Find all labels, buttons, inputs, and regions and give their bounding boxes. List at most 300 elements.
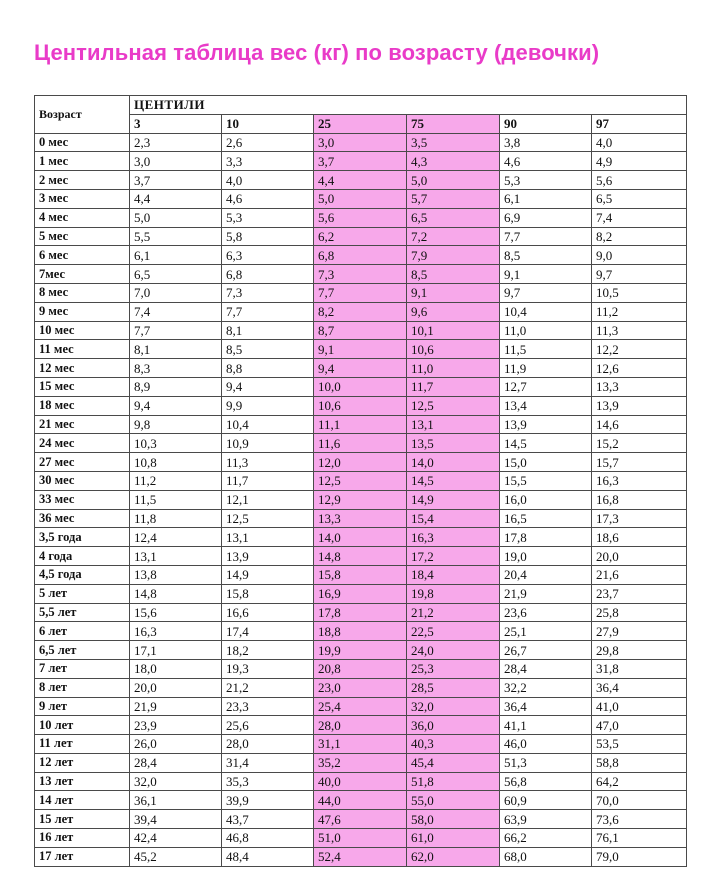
value-cell: 4,0 bbox=[592, 133, 687, 152]
table-row bbox=[35, 528, 687, 547]
value-cell: 55,0 bbox=[407, 791, 500, 810]
value-cell: 8,2 bbox=[314, 302, 407, 321]
age-cell: 33 мес bbox=[35, 490, 130, 509]
value-cell: 7,7 bbox=[314, 283, 407, 302]
value-cell: 4,0 bbox=[222, 171, 314, 190]
value-cell: 19,9 bbox=[314, 641, 407, 660]
value-cell: 28,4 bbox=[500, 659, 592, 678]
value-cell: 20,4 bbox=[500, 565, 592, 584]
value-cell: 14,0 bbox=[407, 453, 500, 472]
value-cell: 3,5 bbox=[407, 133, 500, 152]
value-cell: 42,4 bbox=[130, 829, 222, 848]
value-cell: 28,4 bbox=[130, 753, 222, 772]
table-row bbox=[35, 189, 687, 208]
value-cell: 9,6 bbox=[407, 302, 500, 321]
value-cell: 13,9 bbox=[222, 547, 314, 566]
value-cell: 7,0 bbox=[130, 283, 222, 302]
value-cell: 4,4 bbox=[314, 171, 407, 190]
value-cell: 6,5 bbox=[130, 265, 222, 284]
value-cell: 21,2 bbox=[407, 603, 500, 622]
value-cell: 11,0 bbox=[500, 321, 592, 340]
value-cell: 8,3 bbox=[130, 359, 222, 378]
value-cell: 23,9 bbox=[130, 716, 222, 735]
value-cell: 4,6 bbox=[222, 189, 314, 208]
age-cell: 2 мес bbox=[35, 171, 130, 190]
value-cell: 43,7 bbox=[222, 810, 314, 829]
value-cell: 18,6 bbox=[592, 528, 687, 547]
value-cell: 21,9 bbox=[500, 584, 592, 603]
value-cell: 41,0 bbox=[592, 697, 687, 716]
value-cell: 3,0 bbox=[130, 152, 222, 171]
value-cell: 10,8 bbox=[130, 453, 222, 472]
page-title: Центильная таблица вес (кг) по возрасту (девочки) bbox=[34, 40, 600, 65]
value-cell: 6,2 bbox=[314, 227, 407, 246]
value-cell: 9,4 bbox=[130, 396, 222, 415]
age-cell: 6 мес bbox=[35, 246, 130, 265]
centile-column-header: 75 bbox=[407, 114, 500, 133]
value-cell: 32,0 bbox=[130, 772, 222, 791]
value-cell: 46,0 bbox=[500, 735, 592, 754]
age-cell: 24 мес bbox=[35, 434, 130, 453]
value-cell: 13,1 bbox=[130, 547, 222, 566]
value-cell: 29,8 bbox=[592, 641, 687, 660]
value-cell: 6,1 bbox=[500, 189, 592, 208]
value-cell: 3,3 bbox=[222, 152, 314, 171]
value-cell: 7,2 bbox=[407, 227, 500, 246]
value-cell: 23,3 bbox=[222, 697, 314, 716]
value-cell: 3,0 bbox=[314, 133, 407, 152]
age-cell: 1 мес bbox=[35, 152, 130, 171]
table-row bbox=[35, 208, 687, 227]
value-cell: 11,3 bbox=[222, 453, 314, 472]
table-row bbox=[35, 584, 687, 603]
table-row bbox=[35, 302, 687, 321]
value-cell: 4,3 bbox=[407, 152, 500, 171]
value-cell: 11,6 bbox=[314, 434, 407, 453]
value-cell: 7,3 bbox=[222, 283, 314, 302]
value-cell: 64,2 bbox=[592, 772, 687, 791]
value-cell: 40,3 bbox=[407, 735, 500, 754]
value-cell: 11,5 bbox=[130, 490, 222, 509]
value-cell: 12,5 bbox=[407, 396, 500, 415]
value-cell: 4,9 bbox=[592, 152, 687, 171]
value-cell: 52,4 bbox=[314, 847, 407, 866]
value-cell: 9,1 bbox=[407, 283, 500, 302]
age-cell: 4,5 года bbox=[35, 565, 130, 584]
value-cell: 27,9 bbox=[592, 622, 687, 641]
table-row bbox=[35, 565, 687, 584]
value-cell: 39,9 bbox=[222, 791, 314, 810]
value-cell: 15,8 bbox=[222, 584, 314, 603]
value-cell: 14,9 bbox=[407, 490, 500, 509]
age-cell: 5,5 лет bbox=[35, 603, 130, 622]
value-cell: 19,8 bbox=[407, 584, 500, 603]
value-cell: 32,2 bbox=[500, 678, 592, 697]
table-row bbox=[35, 453, 687, 472]
table-row bbox=[35, 396, 687, 415]
value-cell: 11,2 bbox=[130, 471, 222, 490]
age-cell: 11 лет bbox=[35, 735, 130, 754]
table-row bbox=[35, 490, 687, 509]
value-cell: 16,8 bbox=[592, 490, 687, 509]
value-cell: 11,3 bbox=[592, 321, 687, 340]
table-row bbox=[35, 265, 687, 284]
table-row bbox=[35, 321, 687, 340]
value-cell: 15,7 bbox=[592, 453, 687, 472]
age-cell: 8 лет bbox=[35, 678, 130, 697]
value-cell: 6,5 bbox=[592, 189, 687, 208]
value-cell: 28,0 bbox=[314, 716, 407, 735]
value-cell: 12,4 bbox=[130, 528, 222, 547]
value-cell: 9,1 bbox=[500, 265, 592, 284]
age-cell: 5 лет bbox=[35, 584, 130, 603]
value-cell: 13,3 bbox=[592, 377, 687, 396]
value-cell: 35,3 bbox=[222, 772, 314, 791]
value-cell: 17,2 bbox=[407, 547, 500, 566]
value-cell: 11,7 bbox=[222, 471, 314, 490]
table-row bbox=[35, 735, 687, 754]
age-cell: 18 мес bbox=[35, 396, 130, 415]
value-cell: 21,2 bbox=[222, 678, 314, 697]
age-cell: 17 лет bbox=[35, 847, 130, 866]
value-cell: 10,4 bbox=[222, 415, 314, 434]
value-cell: 68,0 bbox=[500, 847, 592, 866]
age-cell: 12 лет bbox=[35, 753, 130, 772]
value-cell: 41,1 bbox=[500, 716, 592, 735]
table-row bbox=[35, 716, 687, 735]
value-cell: 70,0 bbox=[592, 791, 687, 810]
value-cell: 79,0 bbox=[592, 847, 687, 866]
table-row bbox=[35, 359, 687, 378]
value-cell: 6,9 bbox=[500, 208, 592, 227]
value-cell: 21,6 bbox=[592, 565, 687, 584]
age-cell: 5 мес bbox=[35, 227, 130, 246]
value-cell: 18,0 bbox=[130, 659, 222, 678]
age-cell: 12 мес bbox=[35, 359, 130, 378]
table-row bbox=[35, 791, 687, 810]
value-cell: 9,4 bbox=[222, 377, 314, 396]
header-row-top bbox=[35, 96, 687, 115]
value-cell: 17,1 bbox=[130, 641, 222, 660]
value-cell: 13,9 bbox=[592, 396, 687, 415]
value-cell: 16,0 bbox=[500, 490, 592, 509]
value-cell: 18,4 bbox=[407, 565, 500, 584]
value-cell: 7,7 bbox=[222, 302, 314, 321]
table-row bbox=[35, 829, 687, 848]
value-cell: 10,1 bbox=[407, 321, 500, 340]
table-row bbox=[35, 622, 687, 641]
value-cell: 4,6 bbox=[500, 152, 592, 171]
value-cell: 11,0 bbox=[407, 359, 500, 378]
value-cell: 36,4 bbox=[592, 678, 687, 697]
value-cell: 11,2 bbox=[592, 302, 687, 321]
value-cell: 11,1 bbox=[314, 415, 407, 434]
value-cell: 25,4 bbox=[314, 697, 407, 716]
centile-column-header: 90 bbox=[500, 114, 592, 133]
value-cell: 35,2 bbox=[314, 753, 407, 772]
value-cell: 25,8 bbox=[592, 603, 687, 622]
value-cell: 7,3 bbox=[314, 265, 407, 284]
centiles-group-header: ЦЕНТИЛИ bbox=[130, 96, 687, 115]
value-cell: 10,4 bbox=[500, 302, 592, 321]
value-cell: 45,2 bbox=[130, 847, 222, 866]
value-cell: 11,7 bbox=[407, 377, 500, 396]
value-cell: 28,5 bbox=[407, 678, 500, 697]
value-cell: 7,9 bbox=[407, 246, 500, 265]
value-cell: 12,5 bbox=[314, 471, 407, 490]
value-cell: 8,7 bbox=[314, 321, 407, 340]
value-cell: 56,8 bbox=[500, 772, 592, 791]
age-cell: 10 мес bbox=[35, 321, 130, 340]
value-cell: 3,8 bbox=[500, 133, 592, 152]
table-row bbox=[35, 603, 687, 622]
value-cell: 63,9 bbox=[500, 810, 592, 829]
value-cell: 40,0 bbox=[314, 772, 407, 791]
table-body bbox=[35, 133, 687, 866]
value-cell: 15,0 bbox=[500, 453, 592, 472]
value-cell: 9,8 bbox=[130, 415, 222, 434]
value-cell: 3,7 bbox=[130, 171, 222, 190]
table-row bbox=[35, 659, 687, 678]
value-cell: 10,3 bbox=[130, 434, 222, 453]
value-cell: 8,5 bbox=[500, 246, 592, 265]
value-cell: 17,8 bbox=[314, 603, 407, 622]
centile-column-header: 25 bbox=[314, 114, 407, 133]
value-cell: 9,0 bbox=[592, 246, 687, 265]
value-cell: 15,5 bbox=[500, 471, 592, 490]
value-cell: 6,8 bbox=[222, 265, 314, 284]
value-cell: 23,7 bbox=[592, 584, 687, 603]
table-row bbox=[35, 471, 687, 490]
value-cell: 5,3 bbox=[500, 171, 592, 190]
table-row bbox=[35, 340, 687, 359]
value-cell: 26,0 bbox=[130, 735, 222, 754]
value-cell: 9,4 bbox=[314, 359, 407, 378]
value-cell: 9,7 bbox=[500, 283, 592, 302]
centile-column-header: 97 bbox=[592, 114, 687, 133]
table-row bbox=[35, 227, 687, 246]
value-cell: 12,1 bbox=[222, 490, 314, 509]
value-cell: 25,6 bbox=[222, 716, 314, 735]
age-cell: 4 года bbox=[35, 547, 130, 566]
value-cell: 14,6 bbox=[592, 415, 687, 434]
value-cell: 26,7 bbox=[500, 641, 592, 660]
centile-table bbox=[34, 95, 687, 867]
value-cell: 9,7 bbox=[592, 265, 687, 284]
value-cell: 5,0 bbox=[314, 189, 407, 208]
value-cell: 14,5 bbox=[407, 471, 500, 490]
age-cell: 15 мес bbox=[35, 377, 130, 396]
value-cell: 36,4 bbox=[500, 697, 592, 716]
value-cell: 51,3 bbox=[500, 753, 592, 772]
value-cell: 14,8 bbox=[314, 547, 407, 566]
value-cell: 24,0 bbox=[407, 641, 500, 660]
age-cell: 0 мес bbox=[35, 133, 130, 152]
value-cell: 5,0 bbox=[407, 171, 500, 190]
value-cell: 8,2 bbox=[592, 227, 687, 246]
table-row bbox=[35, 377, 687, 396]
value-cell: 25,3 bbox=[407, 659, 500, 678]
value-cell: 12,2 bbox=[592, 340, 687, 359]
table-row bbox=[35, 509, 687, 528]
age-cell: 21 мес bbox=[35, 415, 130, 434]
value-cell: 11,8 bbox=[130, 509, 222, 528]
value-cell: 53,5 bbox=[592, 735, 687, 754]
table-row bbox=[35, 847, 687, 866]
value-cell: 18,2 bbox=[222, 641, 314, 660]
age-cell: 16 лет bbox=[35, 829, 130, 848]
value-cell: 8,5 bbox=[222, 340, 314, 359]
value-cell: 13,5 bbox=[407, 434, 500, 453]
age-cell: 11 мес bbox=[35, 340, 130, 359]
value-cell: 15,8 bbox=[314, 565, 407, 584]
value-cell: 48,4 bbox=[222, 847, 314, 866]
table-row bbox=[35, 133, 687, 152]
value-cell: 9,1 bbox=[314, 340, 407, 359]
value-cell: 15,2 bbox=[592, 434, 687, 453]
value-cell: 8,9 bbox=[130, 377, 222, 396]
value-cell: 2,3 bbox=[130, 133, 222, 152]
value-cell: 8,5 bbox=[407, 265, 500, 284]
value-cell: 20,0 bbox=[592, 547, 687, 566]
value-cell: 17,3 bbox=[592, 509, 687, 528]
table-row bbox=[35, 678, 687, 697]
value-cell: 32,0 bbox=[407, 697, 500, 716]
value-cell: 14,0 bbox=[314, 528, 407, 547]
value-cell: 16,3 bbox=[407, 528, 500, 547]
age-cell: 7мес bbox=[35, 265, 130, 284]
value-cell: 12,0 bbox=[314, 453, 407, 472]
value-cell: 11,9 bbox=[500, 359, 592, 378]
table-row bbox=[35, 152, 687, 171]
value-cell: 19,3 bbox=[222, 659, 314, 678]
value-cell: 58,8 bbox=[592, 753, 687, 772]
value-cell: 66,2 bbox=[500, 829, 592, 848]
value-cell: 4,4 bbox=[130, 189, 222, 208]
value-cell: 14,9 bbox=[222, 565, 314, 584]
value-cell: 10,5 bbox=[592, 283, 687, 302]
value-cell: 13,3 bbox=[314, 509, 407, 528]
value-cell: 45,4 bbox=[407, 753, 500, 772]
value-cell: 16,3 bbox=[592, 471, 687, 490]
value-cell: 5,8 bbox=[222, 227, 314, 246]
value-cell: 22,5 bbox=[407, 622, 500, 641]
age-cell: 36 мес bbox=[35, 509, 130, 528]
value-cell: 36,1 bbox=[130, 791, 222, 810]
age-cell: 15 лет bbox=[35, 810, 130, 829]
value-cell: 6,3 bbox=[222, 246, 314, 265]
value-cell: 25,1 bbox=[500, 622, 592, 641]
value-cell: 6,1 bbox=[130, 246, 222, 265]
value-cell: 73,6 bbox=[592, 810, 687, 829]
value-cell: 16,6 bbox=[222, 603, 314, 622]
value-cell: 15,4 bbox=[407, 509, 500, 528]
centile-column-header: 10 bbox=[222, 114, 314, 133]
age-cell: 9 лет bbox=[35, 697, 130, 716]
value-cell: 8,1 bbox=[130, 340, 222, 359]
value-cell: 58,0 bbox=[407, 810, 500, 829]
table-row bbox=[35, 415, 687, 434]
value-cell: 16,3 bbox=[130, 622, 222, 641]
value-cell: 7,7 bbox=[130, 321, 222, 340]
value-cell: 21,9 bbox=[130, 697, 222, 716]
value-cell: 5,3 bbox=[222, 208, 314, 227]
value-cell: 9,9 bbox=[222, 396, 314, 415]
value-cell: 23,0 bbox=[314, 678, 407, 697]
age-cell: 9 мес bbox=[35, 302, 130, 321]
value-cell: 14,8 bbox=[130, 584, 222, 603]
value-cell: 51,0 bbox=[314, 829, 407, 848]
header-row-columns bbox=[35, 114, 687, 133]
value-cell: 2,6 bbox=[222, 133, 314, 152]
value-cell: 6,5 bbox=[407, 208, 500, 227]
table-row bbox=[35, 753, 687, 772]
centile-column-header: 3 bbox=[130, 114, 222, 133]
value-cell: 47,6 bbox=[314, 810, 407, 829]
age-cell: 14 лет bbox=[35, 791, 130, 810]
value-cell: 3,7 bbox=[314, 152, 407, 171]
value-cell: 7,4 bbox=[130, 302, 222, 321]
value-cell: 15,6 bbox=[130, 603, 222, 622]
age-cell: 3,5 года bbox=[35, 528, 130, 547]
value-cell: 61,0 bbox=[407, 829, 500, 848]
value-cell: 17,4 bbox=[222, 622, 314, 641]
age-cell: 13 лет bbox=[35, 772, 130, 791]
value-cell: 39,4 bbox=[130, 810, 222, 829]
value-cell: 11,5 bbox=[500, 340, 592, 359]
value-cell: 10,6 bbox=[407, 340, 500, 359]
table-row bbox=[35, 772, 687, 791]
table-row bbox=[35, 171, 687, 190]
table-row bbox=[35, 434, 687, 453]
age-cell: 6,5 лет bbox=[35, 641, 130, 660]
value-cell: 8,1 bbox=[222, 321, 314, 340]
value-cell: 23,6 bbox=[500, 603, 592, 622]
value-cell: 76,1 bbox=[592, 829, 687, 848]
table-row bbox=[35, 246, 687, 265]
table-row bbox=[35, 547, 687, 566]
value-cell: 46,8 bbox=[222, 829, 314, 848]
value-cell: 62,0 bbox=[407, 847, 500, 866]
value-cell: 17,8 bbox=[500, 528, 592, 547]
age-cell: 7 лет bbox=[35, 659, 130, 678]
table-row bbox=[35, 641, 687, 660]
value-cell: 5,6 bbox=[314, 208, 407, 227]
age-cell: 3 мес bbox=[35, 189, 130, 208]
value-cell: 10,6 bbox=[314, 396, 407, 415]
value-cell: 10,0 bbox=[314, 377, 407, 396]
value-cell: 8,8 bbox=[222, 359, 314, 378]
value-cell: 60,9 bbox=[500, 791, 592, 810]
value-cell: 44,0 bbox=[314, 791, 407, 810]
table-row bbox=[35, 283, 687, 302]
age-cell: 30 мес bbox=[35, 471, 130, 490]
value-cell: 14,5 bbox=[500, 434, 592, 453]
value-cell: 18,8 bbox=[314, 622, 407, 641]
value-cell: 5,6 bbox=[592, 171, 687, 190]
value-cell: 47,0 bbox=[592, 716, 687, 735]
value-cell: 5,0 bbox=[130, 208, 222, 227]
value-cell: 12,6 bbox=[592, 359, 687, 378]
value-cell: 20,8 bbox=[314, 659, 407, 678]
value-cell: 31,1 bbox=[314, 735, 407, 754]
value-cell: 13,4 bbox=[500, 396, 592, 415]
age-cell: 4 мес bbox=[35, 208, 130, 227]
value-cell: 16,9 bbox=[314, 584, 407, 603]
value-cell: 28,0 bbox=[222, 735, 314, 754]
value-cell: 36,0 bbox=[407, 716, 500, 735]
age-column-header: Возраст bbox=[35, 96, 130, 134]
